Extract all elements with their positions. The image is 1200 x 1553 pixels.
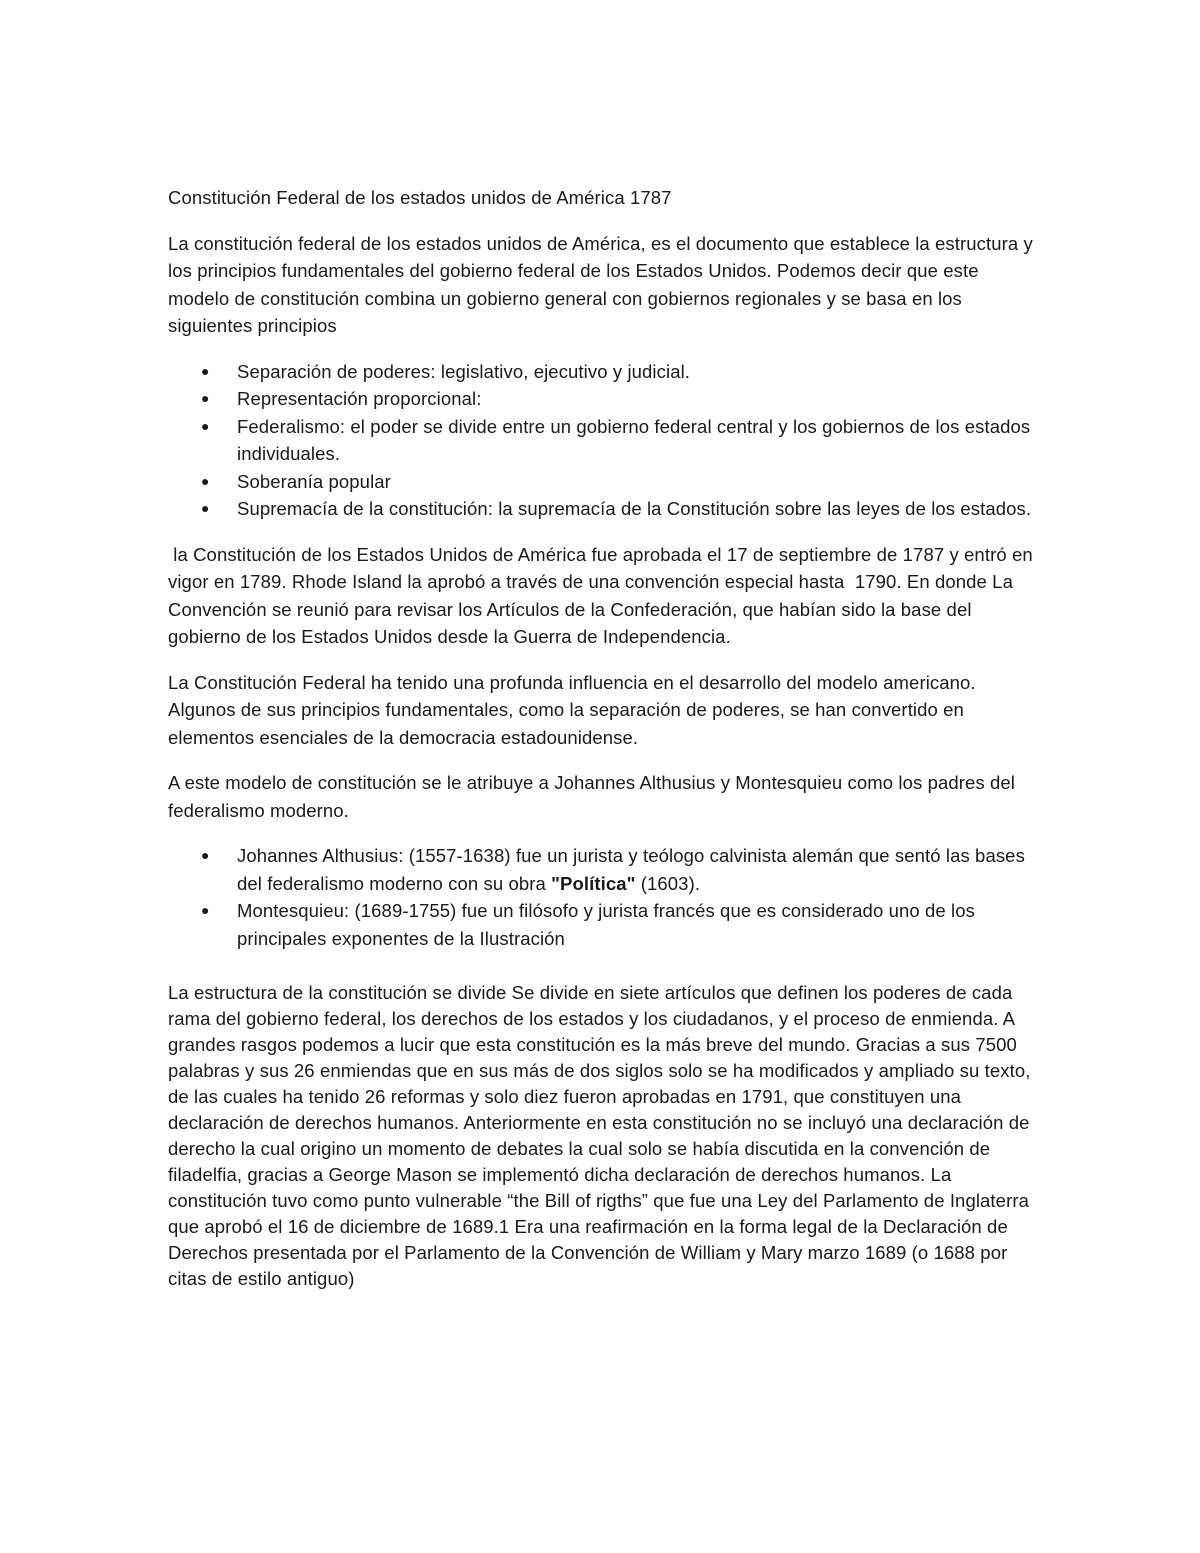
list-item: [168, 413, 1038, 468]
structure-paragraph: La estructura de la constitución se divide Se divide en siete artículos que definen los poderes de cada rama del gobierno federal, los derechos de los estados y los ciudadanos, y el proceso de enmienda. A grandes rasgos podemos a lucir que esta constitución es la más breve del mundo. Gracias a sus 7500 palabras y sus 26 enmiendas que en sus más de dos siglos solo se ha modificados y ampliado su texto, de las cuales ha tenido 26 reformas y solo diez fueron aprobadas en 1791, que constituyen una declaración de derechos humanos. Anteriormente en esta constitución no se incluyó una declaración de derecho la cual origino un momento de debates la cual solo se había discutida en la convención de filadelfia, gracias a George Mason se implementó dicha declaración de derechos humanos. La constitución tuvo como punto vulnerable “the Bill of rigths” que fue una Ley del Parlamento de Inglaterra que aprobó el 16 de diciembre de 1689.1 Era una reafirmación en la forma legal de la Declaración de Derechos presentada por el Parlamento de la Convención de William y Mary marzo 1689 (o 1688 por citas de estilo antiguo): [168, 982, 1031, 1289]
bullet-icon: ●: [201, 847, 210, 863]
list-item: [168, 495, 1038, 523]
bullet-icon: ●: [201, 902, 210, 918]
list-item: [168, 358, 1038, 386]
althusius-year: (1603).: [635, 872, 701, 894]
principles-list: [168, 358, 1038, 523]
document-title: Constitución Federal de los estados unidos de América 1787: [168, 187, 672, 208]
montesquieu-text: Montesquieu: (1689-1755) fue un filósofo y jurista francés que es considerado uno de los principales exponentes de la Ilustración: [237, 900, 975, 949]
bullet-icon: ●: [201, 362, 210, 379]
list-item-text: Soberanía popular: [237, 470, 391, 492]
list-item: [168, 385, 1038, 413]
bullet-icon: ●: [201, 417, 210, 434]
list-item: [168, 897, 1038, 952]
document-page: [168, 184, 1038, 1310]
bullet-icon: ●: [201, 500, 210, 516]
bullet-icon: ●: [201, 472, 210, 489]
approval-paragraph: la Constitución de los Estados Unidos de América fue aprobada el 17 de septiembre de 1787 y entró en vigor en 1789. Rhode Island la aprobó a través de una convención especial hasta 1790. En donde La Convención se reunió para revisar los Artículos de la Confederación, que habían sido la base del gobierno de los Estados Unidos desde la Guerra de Independencia.: [168, 543, 1038, 647]
fathers-list: [168, 842, 1038, 952]
work-title: "Política": [551, 872, 636, 894]
list-item-text: Representación proporcional:: [237, 388, 482, 409]
althusius-text: Johannes Althusius: (1557-1638) fue un jurista y teólogo calvinista alemán que sentó las bases del federalismo moderno con su obra: [237, 845, 1025, 894]
list-item-text: Supremacía de la constitución: la supremacía de la Constitución sobre las leyes de los estados.: [237, 498, 1032, 519]
list-item-text: Separación de poderes: legislativo, ejecutivo y judicial.: [237, 360, 691, 382]
intro-paragraph: La constitución federal de los estados unidos de América, es el documento que establece la estructura y los principios fundamentales del gobierno federal de los Estados Unidos. Podemos decir que este modelo de constitución combina un gobierno general con gobiernos regionales y se basa en los siguientes principios: [168, 232, 1033, 336]
list-item: [168, 468, 1038, 496]
bullet-icon: ●: [201, 390, 210, 406]
list-item: [168, 842, 1038, 897]
influence-paragraph: La Constitución Federal ha tenido una profunda influencia en el desarrollo del modelo americano. Algunos de sus principios fundamentales, como la separación de poderes, se han convertido en elementos esenciales de la democracia estadounidense.: [168, 671, 976, 748]
list-item-text: Federalismo: el poder se divide entre un gobierno federal central y los gobiernos de los estados individuales.: [237, 415, 1031, 464]
fathers-paragraph: A este modelo de constitución se le atribuye a Johannes Althusius y Montesquieu como los padres del federalismo moderno.: [168, 772, 1016, 821]
